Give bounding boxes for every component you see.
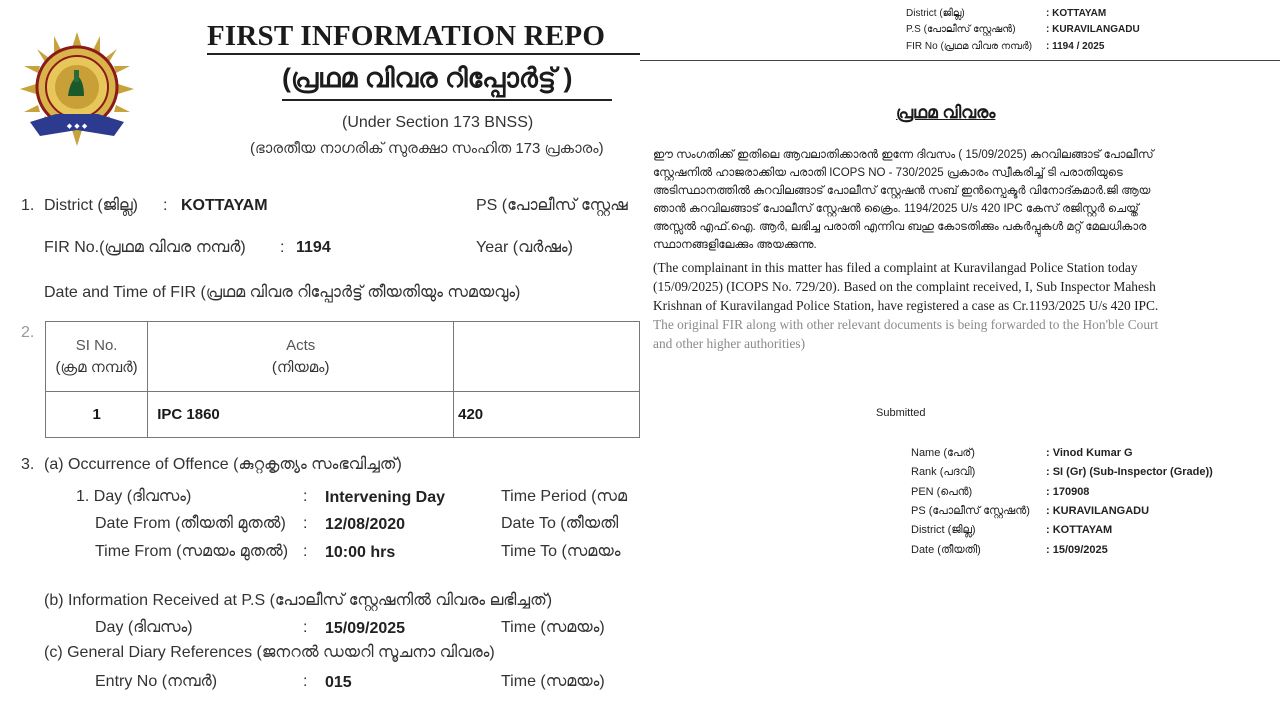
under-section: (Under Section 173 BNSS) <box>342 114 534 131</box>
signatory-ps-label: PS (പോലീസ് സ്റ്റേഷൻ) <box>911 505 1030 517</box>
header-ps-label: P.S (പോലീസ് സ്റ്റേഷൻ) <box>906 24 1016 35</box>
fir-number-value: 1194 <box>296 239 331 256</box>
info-day-value: 15/09/2025 <box>325 620 406 637</box>
sections-header <box>454 322 640 392</box>
title-ml-underline <box>282 99 612 101</box>
acts-table-header <box>46 322 640 392</box>
row-act: IPC 1860 <box>148 392 454 438</box>
info-day-colon: : <box>303 619 308 636</box>
signatory-ps-value: : KURAVILANGADU <box>1046 505 1150 517</box>
signatory-rank-label: Rank (പദവി) <box>911 466 976 478</box>
title-underline <box>207 53 640 55</box>
entry-no-label: Entry No (നമ്പർ) <box>95 673 218 690</box>
signatory-date-label: Date (തീയതി) <box>911 544 981 556</box>
form-title-malayalam: (പ്രഥമ വിവര റിപ്പോർട്ട് ) <box>282 63 573 93</box>
time-from-value: 10:00 hrs <box>325 544 396 561</box>
time-from-colon: : <box>303 543 308 560</box>
date-time-fir-label: Date and Time of FIR (പ്രഥമ വിവര റിപ്പോർട്ട് തീയതിയും സമയവും) <box>44 284 521 301</box>
row-section: 420 <box>454 392 640 438</box>
date-from-value: 12/08/2020 <box>325 516 406 533</box>
ps-label: PS (പോലീസ് സ്റ്റേഷ <box>476 197 628 214</box>
entry-no-colon: : <box>303 673 308 690</box>
fir-number-colon: : <box>280 239 285 256</box>
occurrence-label: (a) Occurrence of Offence (കുറ്റകൃത്യം സംഭവിച്ചത്) <box>44 456 402 473</box>
table-row <box>46 392 640 438</box>
signatory-rank-value: : SI (Gr) (Sub-Inspector (Grade)) <box>1046 466 1213 478</box>
fir-number-label: FIR No.(പ്രഥമ വിവര നമ്പർ) <box>44 239 246 256</box>
info-received-label: (b) Information Received at P.S (പോലീസ് സ്റ്റേഷനിൽ വിവരം ലഭിച്ചത്) <box>44 592 553 609</box>
header-divider <box>640 60 1280 61</box>
date-from-label: Date From (തീയതി മുതൽ) <box>95 515 286 532</box>
year-label: Year (വർഷം) <box>476 239 573 256</box>
english-statement: (The complainant in this matter has filed a complaint at Kuravilangad Police Station today (15/09/2025) (ICOPS No. 729/20). Based on the complaint received, I, Sub Inspector Mahesh Krishnan of Kuravilangad Police Station, have registered a case as Cr.1193/2025 U/s 420 IPC. The original FIR along with other relevant documents is being forwarded to the Hon'ble Court and other higher authorities) <box>653 260 1159 351</box>
time-period-label: Time Period (സമ <box>501 488 627 505</box>
diary-references-label: (c) General Diary References (ജനറൽ ഡയറി സൂചനാ വിവരം) <box>44 644 495 661</box>
header-ps-value: : KURAVILANGADU <box>1046 24 1140 35</box>
signatory-district-value: : KOTTAYAM <box>1046 524 1113 536</box>
day-colon: : <box>303 488 308 505</box>
header-district-label: District (ജില്ല) <box>906 8 965 19</box>
date-from-colon: : <box>303 515 308 532</box>
first-information-heading: പ്രഥമ വിവരം <box>896 103 996 122</box>
entry-time-label: Time (സമയം) <box>501 673 605 690</box>
day-value: Intervening Day <box>325 489 446 506</box>
first-information-panel <box>640 0 1280 720</box>
time-from-label: Time From (സമയം മുതൽ) <box>95 543 289 560</box>
info-day-label: Day (ദിവസം) <box>95 619 193 636</box>
signatory-district-label: District (ജില്ല) <box>911 524 976 536</box>
header-fir-label: FIR No (പ്രഥമ വിവര നമ്പർ) <box>906 41 1033 52</box>
entry-no-value: 015 <box>325 674 352 691</box>
svg-text:◆ ◆ ◆: ◆ ◆ ◆ <box>66 122 88 130</box>
row-sl-no: 1 <box>46 392 148 438</box>
date-to-label: Date To (തീയതി <box>501 515 619 532</box>
district-label: District (ജില്ല) <box>44 197 138 214</box>
acts-table <box>45 321 640 438</box>
day-label: 1. Day (ദിവസം) <box>76 488 192 505</box>
district-colon: : <box>163 197 168 214</box>
signatory-date-value: : 15/09/2025 <box>1046 544 1108 556</box>
header-fir-value: : 1194 / 2025 <box>1046 41 1105 52</box>
time-to-label: Time To (സമയം <box>501 543 621 560</box>
header-district-value: : KOTTAYAM <box>1046 8 1107 19</box>
submitted-label: Submitted <box>876 407 926 419</box>
sl-no-header: SI No. (ക്രമ നമ്പർ) <box>46 322 148 392</box>
malayalam-statement: ഈ സംഗതിക്ക് ഇതിലെ ആവലാതിക്കാരൻ ഇന്നേ ദിവസം ( 15/09/2025) കുറവിലങ്ങാട് പോലീസ് സ്റ്റേഷനിൽ ഹാജരാക്കിയ പരാതി ICOPS NO - 730/2025 പ്രകാരം സ്വീകരിച്ച് ടി പരാതിയുടെ അടിസ്ഥാനത്തിൽ കുറവിലങ്ങാട് പോലീസ് സ്റ്റേഷൻ സബ് ഇൻസ്പെക്ടർ വിനോദ്കുമാർ.ജി ആയ ഞാൻ കുറവിലങ്ങാട് പോലീസ് സ്റ്റേഷൻ ക്രൈം. 1194/2025 U/s 420 IPC കേസ് രജിസ്റ്റർ ചെയ്ത് അസ്സൽ എഫ്.ഐ. ആർ, ലഭിച്ച പരാതി എന്നിവ ബഹു കോടതിക്കും പകർപ്പുകൾ മറ്റ് മേലധികാര സ്ഥാനങ്ങളിലേക്കും അയക്കുന്നു. <box>653 149 1154 251</box>
form-title: FIRST INFORMATION REPO <box>207 20 606 52</box>
under-section-malayalam: (ഭാരതീയ നാഗരിക് സുരക്ഷാ സംഹിത 173 പ്രകാരം) <box>250 140 604 157</box>
signatory-name-value: : Vinod Kumar G <box>1046 447 1133 459</box>
acts-header: Acts (നിയമം) <box>148 322 454 392</box>
district-value: KOTTAYAM <box>181 197 268 214</box>
item-2-number: 2. <box>21 324 35 341</box>
signatory-pen-label: PEN (പെൻ) <box>911 486 973 498</box>
item-3-number: 3. <box>21 456 35 473</box>
signatory-pen-value: : 170908 <box>1046 486 1090 498</box>
kerala-police-emblem-icon <box>18 30 136 148</box>
info-time-label: Time (സമയം) <box>501 619 605 636</box>
signatory-name-label: Name (പേര്) <box>911 447 975 459</box>
item-1-number: 1. <box>21 197 35 214</box>
